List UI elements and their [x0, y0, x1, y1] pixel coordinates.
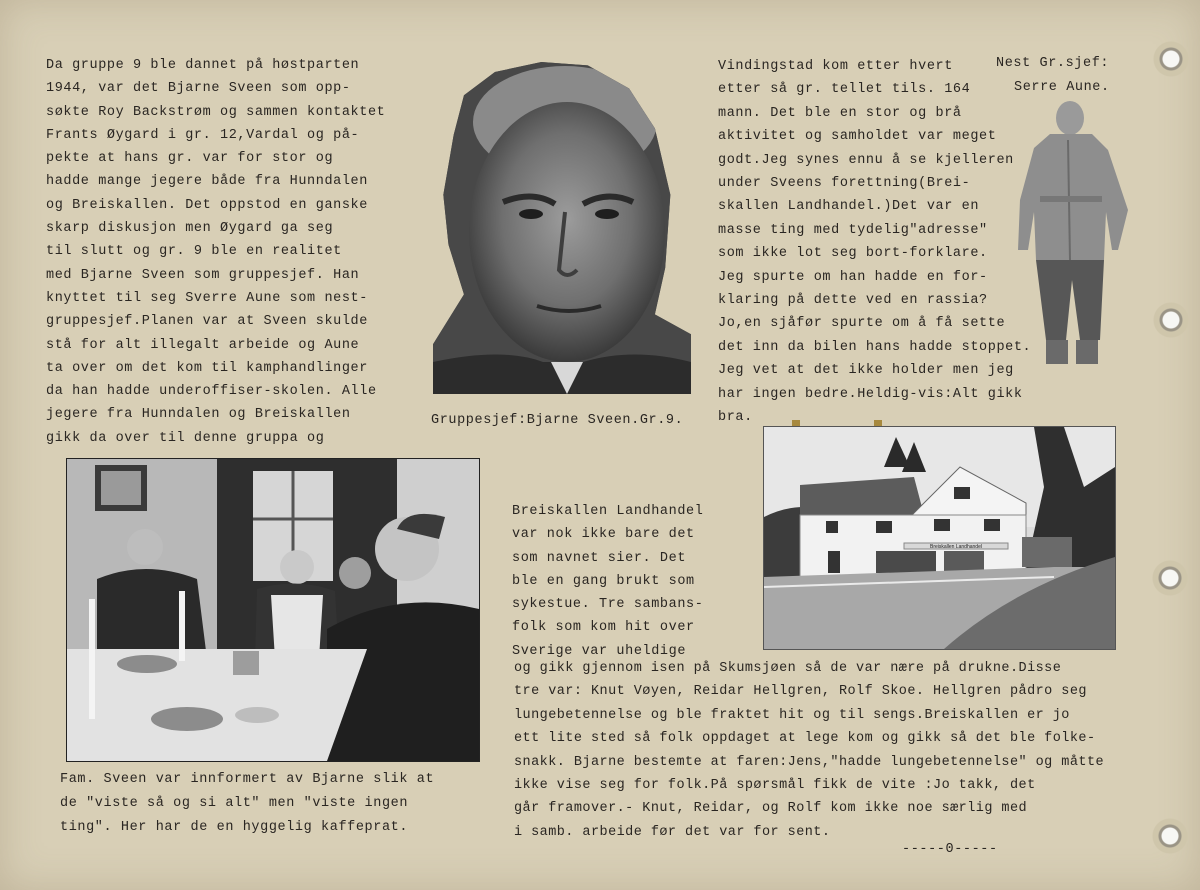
text-line: etter så gr. tellet tils. 164 — [718, 82, 971, 98]
text-line: i samb. arbeide før det var for sent. — [514, 824, 831, 840]
text-line: det inn da bilen hans hadde stoppet. — [718, 339, 1032, 355]
text-line: da han hadde underoffiser-skolen. Alle — [46, 384, 377, 400]
text-line: skarp diskusjon men Øygard ga seg — [46, 221, 334, 237]
binder-hole — [1152, 560, 1188, 596]
text-line: skallen Landhandel.)Det var en — [718, 199, 980, 215]
store-sign-text: Breiskallen Landhandel — [930, 544, 982, 550]
text-line: Breiskallen Landhandel — [512, 504, 704, 519]
caption-line: ting". Her har de en hyggelig kaffeprat. — [60, 819, 409, 835]
store-building-photo — [763, 426, 1116, 650]
text-line: stå for alt illegalt arbeide og Aune — [46, 337, 360, 353]
text-line: som navnet sier. Det — [512, 550, 687, 566]
binder-hole — [1153, 41, 1189, 77]
text-line: Jeg vet at det ikke holder men jeg — [718, 363, 1014, 379]
text-line: jegere fra Hunndalen og Breiskallen — [46, 407, 351, 423]
text-line: mann. Det ble en stor og brå — [718, 105, 962, 121]
caption-line: Fam. Sveen var innformert av Bjarne slik at — [60, 772, 435, 787]
text-line: Jo,en sjåfør spurte om å få sette — [718, 316, 1006, 332]
caption-line: Nest Gr.sjef: — [996, 56, 1110, 71]
text-line: tre var: Knut Vøyen, Reidar Hellgren, Rolf Skoe. Hellgren pådro seg — [514, 684, 1087, 700]
text-line: søkte Roy Backstrøm og sammen kontaktet — [46, 104, 386, 120]
text-line: Vindingstad kom etter hvert — [718, 59, 953, 74]
text-line: ett lite sted så folk oppdaget at lege kom og gikk så det ble folke- — [514, 731, 1096, 747]
text-line: bra. — [718, 410, 753, 426]
store-description-text — [512, 500, 703, 663]
portrait-caption: Gruppesjef:Bjarne Sveen.Gr.9. — [431, 413, 684, 428]
text-line: hadde mange jegere både fra Hunndalen — [46, 174, 368, 190]
text-line: med Bjarne Sveen som gruppesjef. Han — [46, 267, 360, 283]
text-line: går framover.- Knut, Reidar, og Rolf kom ikke noe særlig med — [514, 801, 1028, 817]
end-mark: -----0----- — [902, 842, 998, 857]
family-coffee-photo — [66, 458, 480, 762]
text-line: og Breiskallen. Det oppstod en ganske — [46, 197, 368, 213]
text-line: pekte at hans gr. var for stor og — [46, 151, 334, 167]
bottom-text — [514, 657, 1104, 844]
text-line: Da gruppe 9 ble dannet på høstparten — [46, 58, 360, 73]
text-line: ikke vise seg for folk.På spørsmål fikk de vite :Jo takk, det — [514, 778, 1036, 794]
text-line: knyttet til seg Sverre Aune som nest- — [46, 290, 368, 306]
nest-caption — [996, 52, 1110, 100]
right-column-text — [718, 55, 1031, 430]
text-line: folk som kom hit over — [512, 620, 695, 636]
binder-hole — [1152, 818, 1188, 854]
text-line: masse ting med tydelig"adresse" — [718, 222, 988, 238]
text-line: gruppesjef.Planen var at Sveen skulde — [46, 314, 368, 330]
text-line: og gikk gjennom isen på Skumsjøen så de var nære på drukne.Disse — [514, 661, 1062, 676]
binder-hole — [1153, 302, 1189, 338]
text-line: ta over om det kom til kamphandlinger — [46, 360, 368, 376]
text-line: som ikke lot seg bort-forklare. — [718, 246, 988, 262]
text-line: snakk. Bjarne bestemte at faren:Jens,"hadde lungebetennelse" og måtte — [514, 754, 1105, 770]
text-line: ble en gang brukt som — [512, 573, 695, 589]
portrait-photo — [433, 62, 691, 394]
text-line: gikk da over til denne gruppa og — [46, 430, 325, 446]
text-line: sykestue. Tre sambans- — [512, 597, 704, 613]
standing-man-photo — [1016, 100, 1132, 368]
text-line: klaring på dette ved en rassia? — [718, 293, 988, 309]
text-line: Jeg spurte om han hadde en for- — [718, 269, 988, 285]
text-line: til slutt og gr. 9 ble en realitet — [46, 244, 342, 260]
text-line: Frants Øygard i gr. 12,Vardal og på- — [46, 127, 360, 143]
text-line: 1944, var det Bjarne Sveen som opp- — [46, 81, 351, 97]
text-line: godt.Jeg synes ennu å se kjelleren — [718, 152, 1014, 168]
text-line: aktivitet og samholdet var meget — [718, 129, 997, 145]
family-caption — [60, 768, 434, 839]
text-line: har ingen bedre.Heldig-vis:Alt gikk — [718, 386, 1023, 402]
text-line: var nok ikke bare det — [512, 527, 695, 543]
left-column-text — [46, 54, 385, 450]
text-line: lungebetennelse og ble fraktet hit og til sengs.Breiskallen er jo — [514, 707, 1070, 723]
caption-line: de "viste så og si alt" men "viste ingen — [60, 795, 409, 811]
caption-line: Serre Aune. — [1014, 80, 1110, 95]
text-line: Sverige var uheldige — [512, 643, 687, 659]
text-line: under Sveens forettning(Brei- — [718, 176, 971, 192]
